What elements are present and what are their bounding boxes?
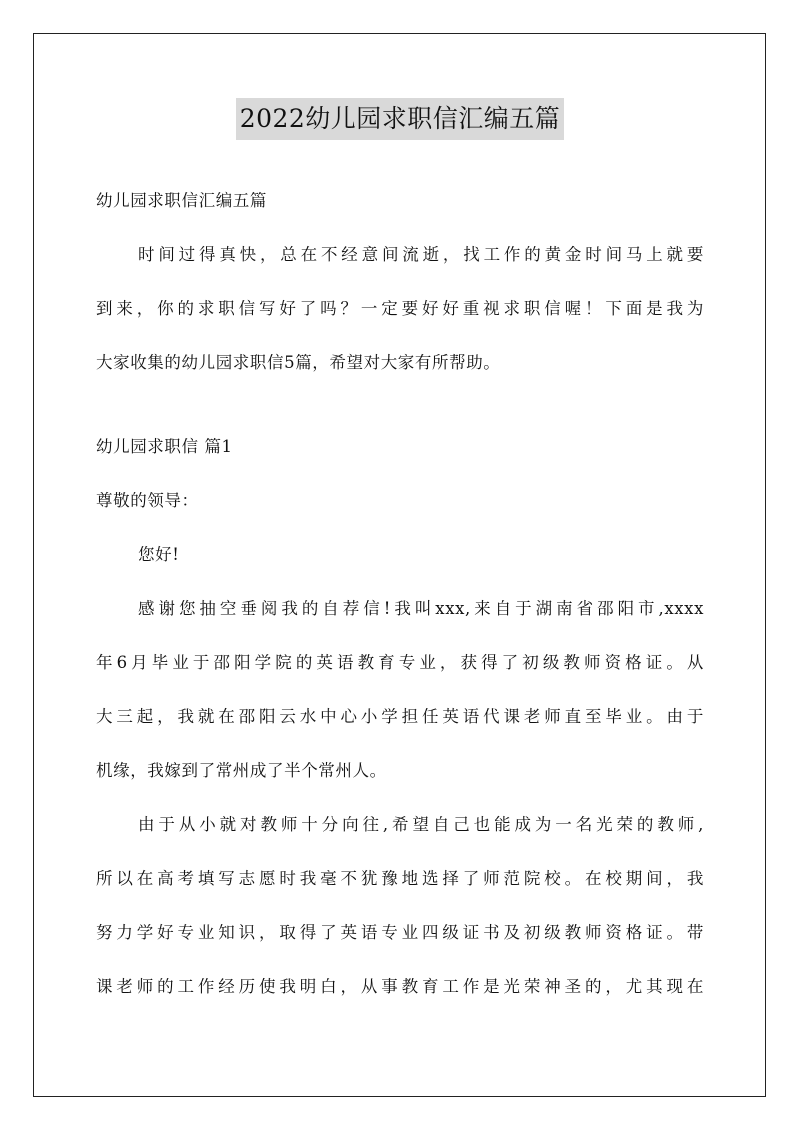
title-container: [96, 92, 704, 144]
intro-line: 大家收集的幼儿园求职信5篇，希望对大家有所帮助。: [96, 353, 501, 372]
paragraph-gap: [96, 390, 704, 420]
paragraph-line: 由于从小就对教师十分向往,希望自己也能成为一名光荣的教师,: [138, 815, 704, 834]
document-subtitle: 幼儿园求职信汇编五篇: [96, 191, 267, 210]
document-title: 2022幼儿园求职信汇编五篇: [236, 98, 565, 140]
document-body: [96, 92, 704, 1014]
section-heading: 幼儿园求职信 篇1: [96, 437, 233, 456]
paragraph-line: 感谢您抽空垂阅我的自荐信!我叫xxx,来自于湖南省邵阳市,xxxx: [138, 599, 704, 618]
paragraph-line: 课老师的工作经历使我明白，从事教育工作是光荣神圣的，尤其现在: [96, 977, 704, 996]
paragraph-line: 机缘，我嫁到了常州成了半个常州人。: [96, 761, 387, 780]
intro-line: 到来，你的求职信写好了吗？一定要好好重视求职信喔！下面是我为: [96, 299, 704, 318]
salutation: 尊敬的领导：: [96, 491, 199, 510]
paragraph-line: 大三起，我就在邵阳云水中心小学担任英语代课老师直至毕业。由于: [96, 707, 704, 726]
paragraph-line: 年6月毕业于邵阳学院的英语教育专业，获得了初级教师资格证。从: [96, 653, 704, 672]
paragraph-line: 所以在高考填写志愿时我毫不犹豫地选择了师范院校。在校期间，我: [96, 869, 704, 888]
greeting: 您好!: [138, 545, 180, 564]
intro-line: 时间过得真快，总在不经意间流逝，找工作的黄金时间马上就要: [138, 245, 704, 264]
paragraph-line: 努力学好专业知识，取得了英语专业四级证书及初级教师资格证。带: [96, 923, 704, 942]
